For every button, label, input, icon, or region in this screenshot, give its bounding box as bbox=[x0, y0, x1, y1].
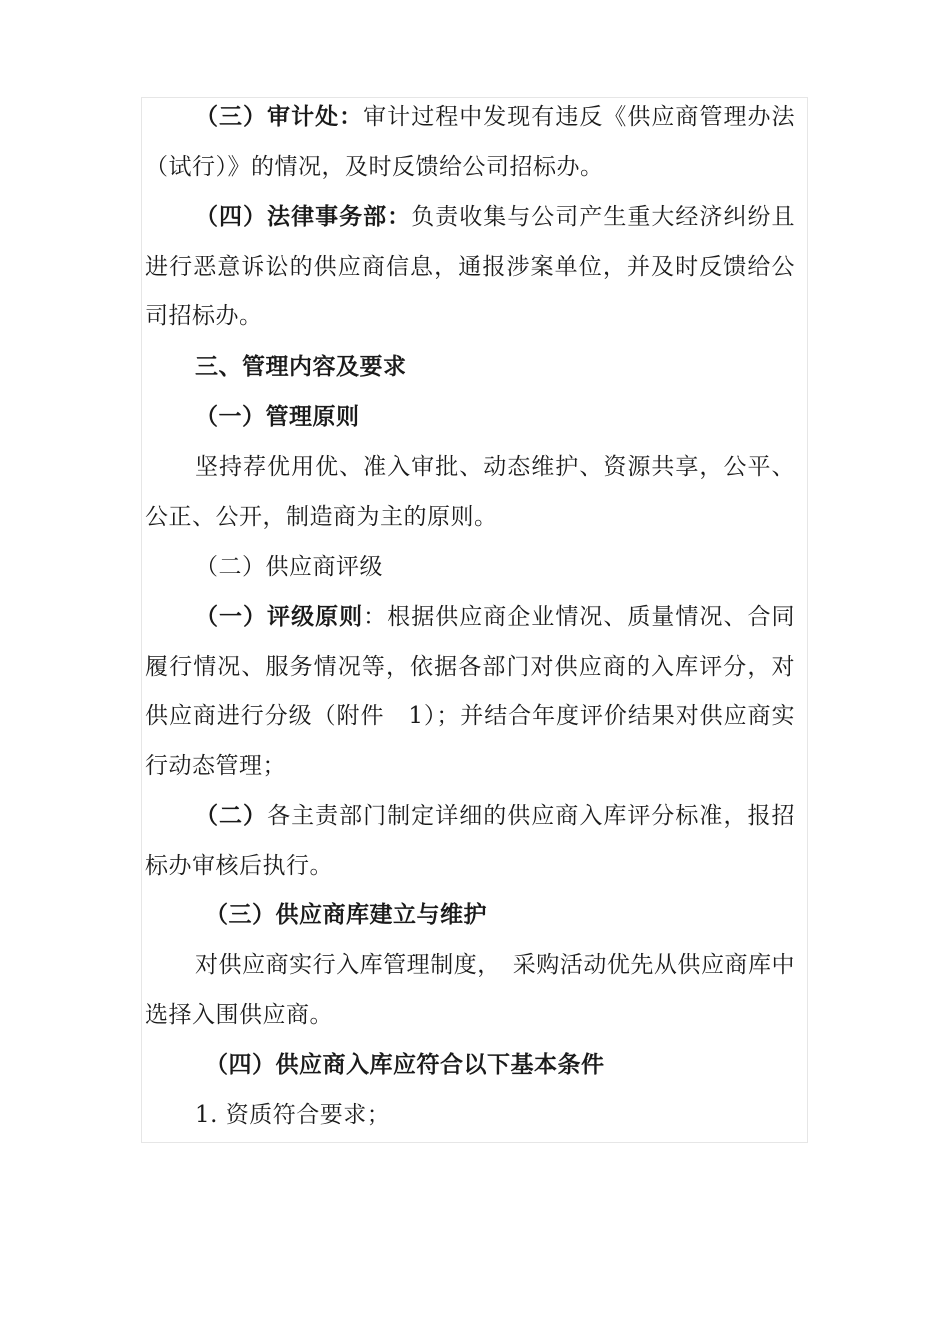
subheading-supplier-library: （三）供应商库建立与维护 bbox=[205, 902, 487, 928]
scoring-standards-text: 各主责部门制定详细的供应商入库评分标准，报招标办审核后执行。 bbox=[145, 803, 795, 879]
subheading-rating: （二）供应商评级 bbox=[195, 554, 383, 580]
audit-office-text: 审计过程中发现有违反《供应商管理办法（试行）》的情况，及时反馈给公司招标办。 bbox=[145, 104, 796, 180]
rating-principles-label: （一）评级原则 bbox=[195, 604, 364, 630]
audit-office-label: （三）审计处： bbox=[195, 104, 364, 130]
scoring-standards-label: （二） bbox=[195, 803, 268, 829]
paragraph-audit-office bbox=[145, 93, 795, 192]
rating-principles-text: ：根据供应商企业情况、质量情况、合同履行情况、服务情况等，依据各部门对供应商的入库评分，对供应商进行分级（附件 1）；并结合年度评价结果对供应商实行动态管理； bbox=[145, 604, 796, 780]
paragraph-rating-principles bbox=[145, 593, 795, 792]
list-item-qualification: 1. 资质符合要求； bbox=[195, 1102, 391, 1128]
paragraph-principles: 坚持荐优用优、准入审批、动态维护、资源共享，公平、公正、公开，制造商为主的原则。 bbox=[145, 454, 795, 530]
paragraph-legal-affairs bbox=[145, 193, 795, 342]
legal-affairs-text: 负责收集与公司产生重大经济纠纷且进行恶意诉讼的供应商信息，通报涉案单位，并及时反馈给公司招标办。 bbox=[145, 204, 796, 330]
legal-affairs-label: （四）法律事务部： bbox=[195, 204, 412, 230]
subheading-entry-conditions: （四）供应商入库应符合以下基本条件 bbox=[205, 1052, 605, 1078]
subheading-principles: （一）管理原则 bbox=[195, 404, 360, 430]
paragraph-supplier-library: 对供应商实行入库管理制度， 采购活动优先从供应商库中选择入围供应商。 bbox=[145, 952, 795, 1028]
section-heading-3: 三、管理内容及要求 bbox=[195, 354, 407, 380]
paragraph-scoring-standards bbox=[145, 792, 795, 891]
